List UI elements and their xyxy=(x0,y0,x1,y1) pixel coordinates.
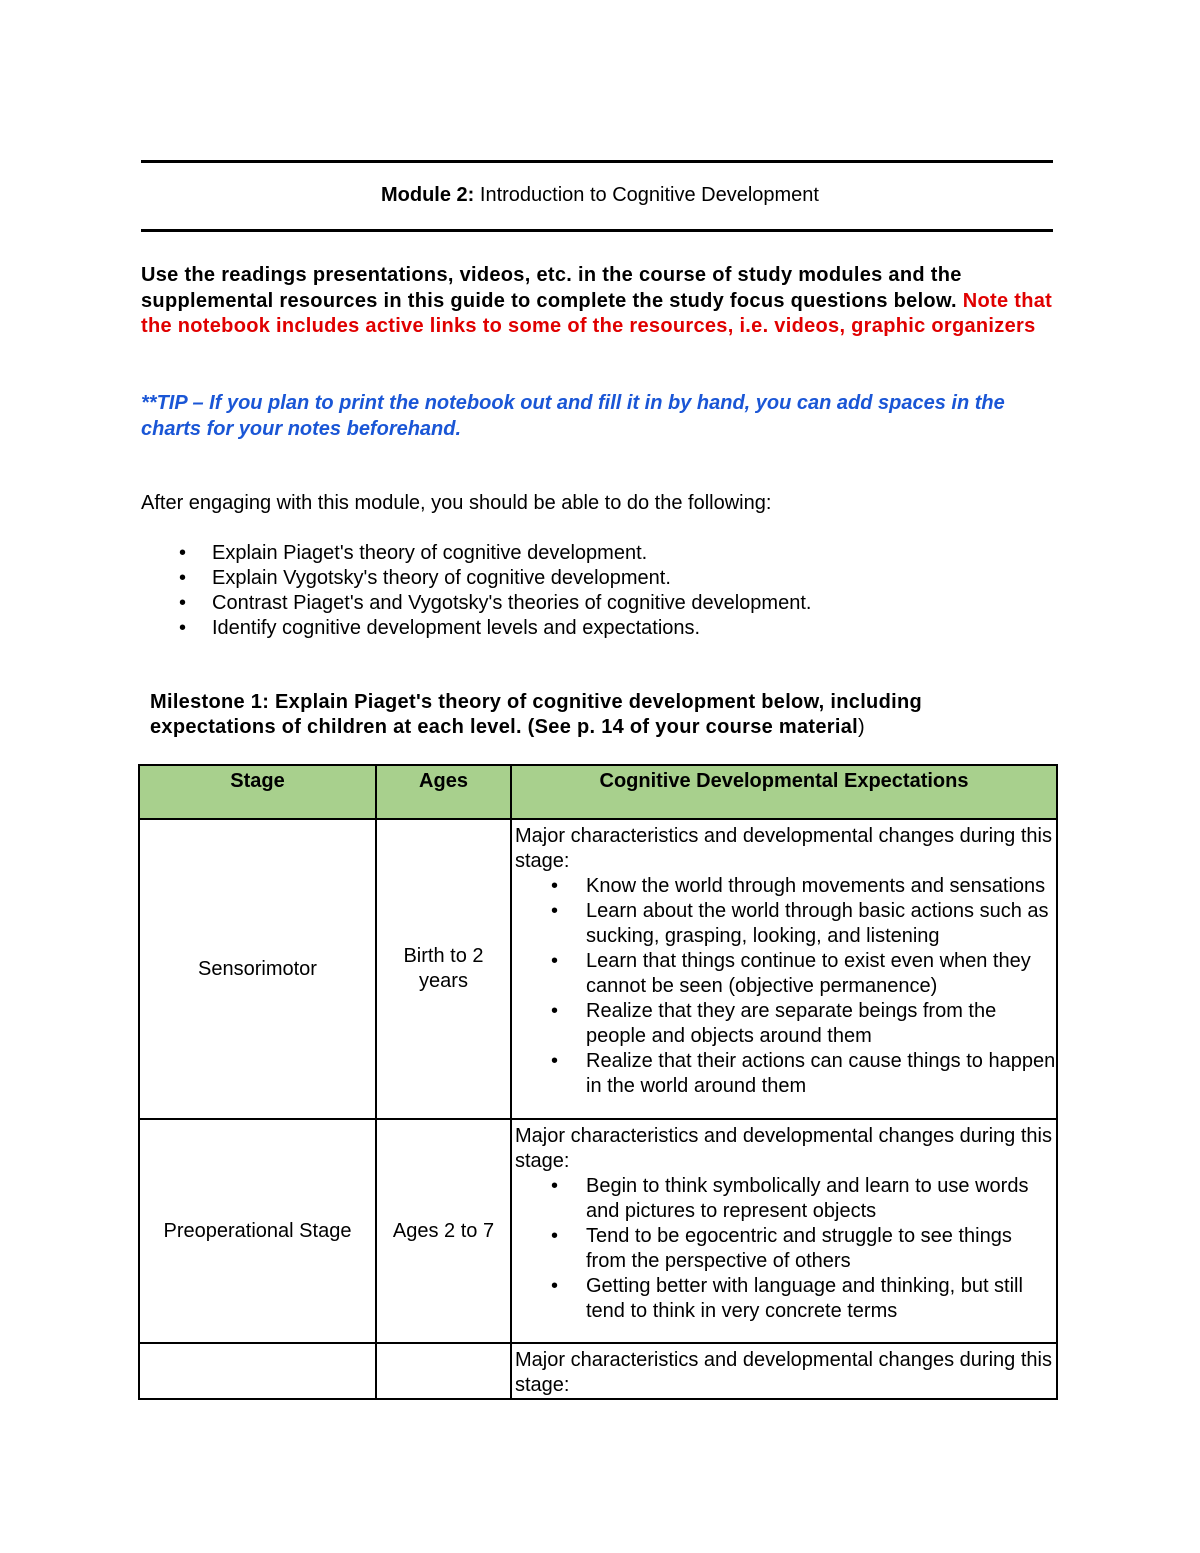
instructions-note: Note that the notebook includes active links to some of the resources, i.e. videos, graphic organizers xyxy=(141,289,1053,337)
expectations-list xyxy=(515,1174,1056,1324)
bullet-icon: • xyxy=(551,1225,559,1247)
bullet-icon: • xyxy=(551,875,559,897)
ages-cell: Ages 2 to 7 xyxy=(376,1119,511,1343)
objective-text: Explain Piaget's theory of cognitive development. xyxy=(212,542,648,564)
bottom-divider xyxy=(141,229,1053,232)
header-expectations: Cognitive Developmental Expectations xyxy=(511,765,1057,819)
milestone-text: Milestone 1: Explain Piaget's theory of cognitive development below, including expectations of children at each level. (See p. 14 of your course material xyxy=(150,691,922,738)
ages-cell xyxy=(376,819,511,1119)
instructions xyxy=(141,263,1061,340)
bullet-icon: • xyxy=(179,567,187,589)
list-item xyxy=(515,999,1056,1049)
header-stage: Stage xyxy=(139,765,376,819)
expectation-text: Learn that things continue to exist even when they cannot be seen (objective permanence) xyxy=(586,950,1031,997)
list-item xyxy=(515,949,1056,999)
objective-text: Identify cognitive development levels and expectations. xyxy=(212,617,701,639)
tip-text: **TIP – If you plan to print the notebook out and fill it in by hand, you can add spaces in the charts for your notes beforehand. xyxy=(141,392,1005,440)
top-divider xyxy=(141,160,1053,163)
bullet-icon: • xyxy=(179,592,187,614)
list-item xyxy=(141,591,811,616)
objectives-intro: After engaging with this module, you should be able to do the following: xyxy=(141,492,772,514)
stage-cell: Preoperational Stage xyxy=(139,1119,376,1343)
stage-cell: Sensorimotor xyxy=(139,819,376,1119)
ages-cell xyxy=(376,1343,511,1399)
milestone-heading xyxy=(150,690,1050,740)
expectations-intro: Major characteristics and developmental changes during this stage: xyxy=(515,1125,1052,1172)
list-item xyxy=(141,541,811,566)
list-item xyxy=(515,1049,1056,1099)
expectation-text: Getting better with language and thinking, but still tend to think in very concrete terms xyxy=(586,1275,1023,1322)
piaget-stages-table xyxy=(138,764,1058,1400)
expectation-text: Know the world through movements and sensations xyxy=(586,875,1046,897)
bullet-icon: • xyxy=(179,542,187,564)
list-item xyxy=(515,899,1056,949)
list-item xyxy=(515,1274,1056,1324)
bullet-icon: • xyxy=(551,1000,559,1022)
expectation-text: Begin to think symbolically and learn to use words and pictures to represent objects xyxy=(586,1175,1029,1222)
expectations-cell xyxy=(511,1119,1057,1343)
bullet-icon: • xyxy=(551,1275,559,1297)
module-title: Introduction to Cognitive Development xyxy=(474,184,819,206)
stage-cell xyxy=(139,1343,376,1399)
list-item xyxy=(141,566,811,591)
ages-text: Birth to 2 years xyxy=(403,945,484,992)
expectation-text: Tend to be egocentric and struggle to see things from the perspective of others xyxy=(586,1225,1012,1272)
expectations-cell xyxy=(511,1343,1057,1399)
objective-text: Explain Vygotsky's theory of cognitive development. xyxy=(212,567,671,589)
list-item xyxy=(515,1174,1056,1224)
module-label: Module 2: xyxy=(381,184,475,206)
expectations-intro: Major characteristics and developmental changes during this stage: xyxy=(515,1349,1052,1396)
table-row xyxy=(139,1119,1057,1343)
bullet-icon: • xyxy=(551,900,559,922)
expectations-intro: Major characteristics and developmental changes during this stage: xyxy=(515,825,1052,872)
expectation-text: Realize that their actions can cause things to happen in the world around them xyxy=(586,1050,1056,1097)
header-ages: Ages xyxy=(376,765,511,819)
bullet-icon: • xyxy=(551,1050,559,1072)
objective-text: Contrast Piaget's and Vygotsky's theories of cognitive development. xyxy=(212,592,812,614)
list-item xyxy=(141,616,811,641)
list-item xyxy=(515,1224,1056,1274)
bullet-icon: • xyxy=(179,617,187,639)
milestone-closing: ) xyxy=(858,716,865,738)
expectations-cell xyxy=(511,819,1057,1119)
table-row xyxy=(139,819,1057,1119)
page-title xyxy=(0,184,1200,207)
list-item xyxy=(515,874,1056,899)
objectives-list xyxy=(141,541,811,641)
instructions-text: Use the readings presentations, videos, etc. in the course of study modules and the supplemental resources in this guide to complete the study focus questions below. xyxy=(141,264,962,312)
table-row xyxy=(139,1343,1057,1399)
table-header-row xyxy=(139,765,1057,819)
expectation-text: Learn about the world through basic actions such as sucking, grasping, looking, and listening xyxy=(586,900,1049,947)
bullet-icon: • xyxy=(551,1175,559,1197)
bullet-icon: • xyxy=(551,950,559,972)
expectation-text: Realize that they are separate beings from the people and objects around them xyxy=(586,1000,997,1047)
expectations-list xyxy=(515,874,1056,1099)
